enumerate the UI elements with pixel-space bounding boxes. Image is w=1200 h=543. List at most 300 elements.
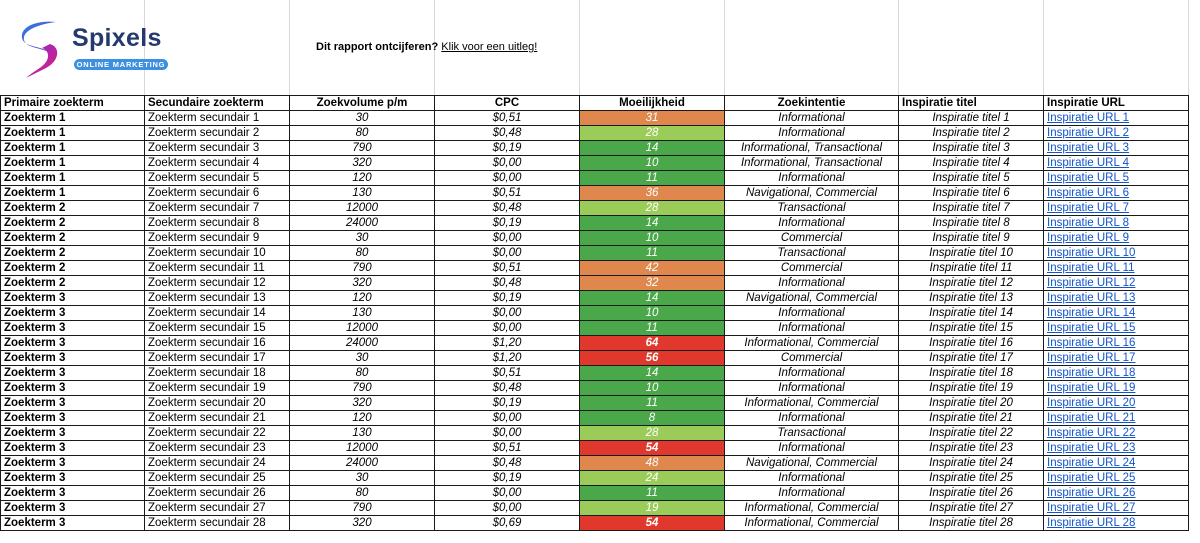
primary-keyword-cell[interactable]: Zoekterm 3 <box>1 336 145 351</box>
secondary-keyword-cell[interactable]: Zoekterm secundair 20 <box>145 396 290 411</box>
col-header-url[interactable]: Inspiratie URL <box>1044 96 1189 111</box>
primary-keyword-cell[interactable]: Zoekterm 3 <box>1 351 145 366</box>
cpc-cell[interactable]: $0,19 <box>435 396 580 411</box>
cpc-cell[interactable]: $0,00 <box>435 501 580 516</box>
inspiration-url-link[interactable]: Inspiratie URL 21 <box>1047 412 1136 424</box>
cpc-cell[interactable]: $1,20 <box>435 336 580 351</box>
cpc-cell[interactable]: $0,51 <box>435 186 580 201</box>
primary-keyword-cell[interactable]: Zoekterm 3 <box>1 456 145 471</box>
inspiration-url-cell[interactable] <box>1044 351 1189 366</box>
search-volume-cell[interactable]: 320 <box>290 276 435 291</box>
search-intent-cell[interactable]: Informational <box>725 411 899 426</box>
difficulty-cell[interactable]: 11 <box>580 171 725 186</box>
inspiration-title-cell[interactable]: Inspiratie titel 14 <box>899 306 1044 321</box>
difficulty-cell[interactable]: 54 <box>580 516 725 531</box>
cpc-cell[interactable]: $0,00 <box>435 231 580 246</box>
inspiration-title-cell[interactable]: Inspiratie titel 19 <box>899 381 1044 396</box>
primary-keyword-cell[interactable]: Zoekterm 3 <box>1 306 145 321</box>
inspiration-title-cell[interactable]: Inspiratie titel 18 <box>899 366 1044 381</box>
difficulty-cell[interactable]: 11 <box>580 246 725 261</box>
secondary-keyword-cell[interactable]: Zoekterm secundair 5 <box>145 171 290 186</box>
secondary-keyword-cell[interactable]: Zoekterm secundair 24 <box>145 456 290 471</box>
inspiration-url-link[interactable]: Inspiratie URL 18 <box>1047 367 1136 379</box>
primary-keyword-cell[interactable]: Zoekterm 3 <box>1 411 145 426</box>
cpc-cell[interactable]: $0,00 <box>435 156 580 171</box>
search-volume-cell[interactable]: 130 <box>290 186 435 201</box>
secondary-keyword-cell[interactable]: Zoekterm secundair 1 <box>145 111 290 126</box>
inspiration-title-cell[interactable]: Inspiratie titel 8 <box>899 216 1044 231</box>
inspiration-title-cell[interactable]: Inspiratie titel 6 <box>899 186 1044 201</box>
inspiration-title-cell[interactable]: Inspiratie titel 3 <box>899 141 1044 156</box>
primary-keyword-cell[interactable]: Zoekterm 2 <box>1 246 145 261</box>
table-row <box>1 441 1189 456</box>
search-volume-cell[interactable]: 80 <box>290 126 435 141</box>
inspiration-url-link[interactable]: Inspiratie URL 9 <box>1047 232 1130 244</box>
secondary-keyword-cell[interactable]: Zoekterm secundair 13 <box>145 291 290 306</box>
inspiration-url-cell[interactable] <box>1044 411 1189 426</box>
table-row <box>1 411 1189 426</box>
search-intent-cell[interactable]: Informational <box>725 321 899 336</box>
search-intent-cell[interactable]: Informational <box>725 216 899 231</box>
primary-keyword-cell[interactable]: Zoekterm 2 <box>1 216 145 231</box>
difficulty-cell[interactable]: 8 <box>580 411 725 426</box>
inspiration-url-cell[interactable] <box>1044 216 1189 231</box>
difficulty-cell[interactable]: 24 <box>580 471 725 486</box>
secondary-keyword-cell[interactable]: Zoekterm secundair 2 <box>145 126 290 141</box>
inspiration-url-link[interactable]: Inspiratie URL 28 <box>1047 517 1136 529</box>
inspiration-url-cell[interactable] <box>1044 426 1189 441</box>
inspiration-title-cell[interactable]: Inspiratie titel 4 <box>899 156 1044 171</box>
difficulty-cell[interactable]: 14 <box>580 366 725 381</box>
inspiration-url-link[interactable]: Inspiratie URL 24 <box>1047 457 1136 469</box>
difficulty-cell[interactable]: 28 <box>580 126 725 141</box>
primary-keyword-cell[interactable]: Zoekterm 3 <box>1 486 145 501</box>
table-row <box>1 126 1189 141</box>
inspiration-url-link[interactable]: Inspiratie URL 13 <box>1047 292 1136 304</box>
difficulty-cell[interactable]: 54 <box>580 441 725 456</box>
inspiration-url-cell[interactable] <box>1044 111 1189 126</box>
search-intent-cell[interactable]: Informational, Commercial <box>725 396 899 411</box>
inspiration-url-cell[interactable] <box>1044 471 1189 486</box>
inspiration-url-cell[interactable] <box>1044 321 1189 336</box>
inspiration-url-link[interactable]: Inspiratie URL 25 <box>1047 472 1136 484</box>
difficulty-cell[interactable]: 56 <box>580 351 725 366</box>
difficulty-cell[interactable]: 19 <box>580 501 725 516</box>
inspiration-url-cell[interactable] <box>1044 261 1189 276</box>
table-row <box>1 336 1189 351</box>
inspiration-url-link[interactable]: Inspiratie URL 14 <box>1047 307 1136 319</box>
inspiration-title-cell[interactable]: Inspiratie titel 1 <box>899 111 1044 126</box>
inspiration-title-cell[interactable]: Inspiratie titel 26 <box>899 486 1044 501</box>
report-intro <box>316 41 537 53</box>
inspiration-url-cell[interactable] <box>1044 516 1189 531</box>
search-intent-cell[interactable]: Transactional <box>725 201 899 216</box>
difficulty-cell[interactable]: 32 <box>580 276 725 291</box>
secondary-keyword-cell[interactable]: Zoekterm secundair 23 <box>145 441 290 456</box>
col-header-difficulty[interactable]: Moeilijkheid <box>580 96 725 111</box>
spixels-logo <box>16 18 176 78</box>
inspiration-url-cell[interactable] <box>1044 441 1189 456</box>
search-intent-cell[interactable]: Informational <box>725 171 899 186</box>
inspiration-title-cell[interactable]: Inspiratie titel 2 <box>899 126 1044 141</box>
search-volume-cell[interactable]: 30 <box>290 111 435 126</box>
table-row <box>1 231 1189 246</box>
cpc-cell[interactable]: $0,48 <box>435 456 580 471</box>
search-volume-cell[interactable]: 790 <box>290 501 435 516</box>
inspiration-url-link[interactable]: Inspiratie URL 20 <box>1047 397 1136 409</box>
search-volume-cell[interactable]: 790 <box>290 381 435 396</box>
search-volume-cell[interactable]: 24000 <box>290 216 435 231</box>
search-intent-cell[interactable]: Informational, Commercial <box>725 501 899 516</box>
secondary-keyword-cell[interactable]: Zoekterm secundair 3 <box>145 141 290 156</box>
inspiration-title-cell[interactable]: Inspiratie titel 22 <box>899 426 1044 441</box>
search-volume-cell[interactable]: 12000 <box>290 441 435 456</box>
cpc-cell[interactable]: $0,00 <box>435 411 580 426</box>
inspiration-url-cell[interactable] <box>1044 186 1189 201</box>
logo-name: Spixels <box>72 24 162 52</box>
cpc-cell[interactable]: $0,51 <box>435 111 580 126</box>
table-row <box>1 261 1189 276</box>
col-header-cpc[interactable]: CPC <box>435 96 580 111</box>
search-volume-cell[interactable]: 320 <box>290 156 435 171</box>
difficulty-cell[interactable]: 11 <box>580 486 725 501</box>
inspiration-url-cell[interactable] <box>1044 276 1189 291</box>
secondary-keyword-cell[interactable]: Zoekterm secundair 16 <box>145 336 290 351</box>
difficulty-cell[interactable]: 28 <box>580 426 725 441</box>
cpc-cell[interactable]: $0,69 <box>435 516 580 531</box>
inspiration-title-cell[interactable]: Inspiratie titel 20 <box>899 396 1044 411</box>
primary-keyword-cell[interactable]: Zoekterm 3 <box>1 321 145 336</box>
inspiration-title-cell[interactable]: Inspiratie titel 9 <box>899 231 1044 246</box>
secondary-keyword-cell[interactable]: Zoekterm secundair 11 <box>145 261 290 276</box>
inspiration-url-cell[interactable] <box>1044 486 1189 501</box>
table-row <box>1 366 1189 381</box>
secondary-keyword-cell[interactable]: Zoekterm secundair 8 <box>145 216 290 231</box>
table-row <box>1 381 1189 396</box>
primary-keyword-cell[interactable]: Zoekterm 3 <box>1 501 145 516</box>
search-volume-cell[interactable]: 80 <box>290 246 435 261</box>
inspiration-title-cell[interactable]: Inspiratie titel 12 <box>899 276 1044 291</box>
search-intent-cell[interactable]: Informational <box>725 306 899 321</box>
primary-keyword-cell[interactable]: Zoekterm 3 <box>1 426 145 441</box>
secondary-keyword-cell[interactable]: Zoekterm secundair 19 <box>145 381 290 396</box>
secondary-keyword-cell[interactable]: Zoekterm secundair 17 <box>145 351 290 366</box>
table-row <box>1 291 1189 306</box>
secondary-keyword-cell[interactable]: Zoekterm secundair 9 <box>145 231 290 246</box>
gridline <box>724 0 725 95</box>
difficulty-cell[interactable]: 14 <box>580 216 725 231</box>
search-intent-cell[interactable]: Informational <box>725 276 899 291</box>
inspiration-title-cell[interactable]: Inspiratie titel 5 <box>899 171 1044 186</box>
search-intent-cell[interactable]: Informational, Transactional <box>725 141 899 156</box>
difficulty-cell[interactable]: 11 <box>580 321 725 336</box>
primary-keyword-cell[interactable]: Zoekterm 3 <box>1 291 145 306</box>
cpc-cell[interactable]: $0,00 <box>435 306 580 321</box>
inspiration-url-cell[interactable] <box>1044 366 1189 381</box>
table-row <box>1 351 1189 366</box>
inspiration-title-cell[interactable]: Inspiratie titel 15 <box>899 321 1044 336</box>
secondary-keyword-cell[interactable]: Zoekterm secundair 18 <box>145 366 290 381</box>
primary-keyword-cell[interactable]: Zoekterm 1 <box>1 111 145 126</box>
search-volume-cell[interactable]: 80 <box>290 486 435 501</box>
primary-keyword-cell[interactable]: Zoekterm 3 <box>1 381 145 396</box>
search-volume-cell[interactable]: 24000 <box>290 456 435 471</box>
inspiration-url-link[interactable]: Inspiratie URL 16 <box>1047 337 1136 349</box>
primary-keyword-cell[interactable]: Zoekterm 2 <box>1 261 145 276</box>
gridline <box>898 0 899 95</box>
inspiration-url-link[interactable]: Inspiratie URL 1 <box>1047 112 1130 124</box>
table-row <box>1 216 1189 231</box>
secondary-keyword-cell[interactable]: Zoekterm secundair 15 <box>145 321 290 336</box>
inspiration-url-link[interactable]: Inspiratie URL 27 <box>1047 502 1136 514</box>
secondary-keyword-cell[interactable]: Zoekterm secundair 26 <box>145 486 290 501</box>
primary-keyword-cell[interactable]: Zoekterm 1 <box>1 156 145 171</box>
search-volume-cell[interactable]: 30 <box>290 471 435 486</box>
difficulty-cell[interactable]: 10 <box>580 381 725 396</box>
secondary-keyword-cell[interactable]: Zoekterm secundair 28 <box>145 516 290 531</box>
secondary-keyword-cell[interactable]: Zoekterm secundair 14 <box>145 306 290 321</box>
difficulty-cell[interactable]: 14 <box>580 291 725 306</box>
inspiration-url-link[interactable]: Inspiratie URL 2 <box>1047 127 1130 139</box>
search-volume-cell[interactable]: 130 <box>290 306 435 321</box>
inspiration-url-link[interactable]: Inspiratie URL 10 <box>1047 247 1136 259</box>
cpc-cell[interactable]: $0,51 <box>435 366 580 381</box>
primary-keyword-cell[interactable]: Zoekterm 3 <box>1 366 145 381</box>
inspiration-url-cell[interactable] <box>1044 171 1189 186</box>
primary-keyword-cell[interactable]: Zoekterm 1 <box>1 141 145 156</box>
search-intent-cell[interactable]: Navigational, Commercial <box>725 456 899 471</box>
difficulty-cell[interactable]: 10 <box>580 156 725 171</box>
inspiration-title-cell[interactable]: Inspiratie titel 13 <box>899 291 1044 306</box>
inspiration-url-link[interactable]: Inspiratie URL 4 <box>1047 157 1130 169</box>
inspiration-url-cell[interactable] <box>1044 291 1189 306</box>
table-row <box>1 276 1189 291</box>
search-volume-cell[interactable]: 80 <box>290 366 435 381</box>
table-row <box>1 486 1189 501</box>
difficulty-cell[interactable]: 64 <box>580 336 725 351</box>
search-volume-cell[interactable]: 790 <box>290 141 435 156</box>
secondary-keyword-cell[interactable]: Zoekterm secundair 4 <box>145 156 290 171</box>
col-header-secondary[interactable]: Secundaire zoekterm <box>145 96 290 111</box>
search-intent-cell[interactable]: Informational, Commercial <box>725 336 899 351</box>
secondary-keyword-cell[interactable]: Zoekterm secundair 7 <box>145 201 290 216</box>
secondary-keyword-cell[interactable]: Zoekterm secundair 10 <box>145 246 290 261</box>
inspiration-url-cell[interactable] <box>1044 381 1189 396</box>
inspiration-title-cell[interactable]: Inspiratie titel 10 <box>899 246 1044 261</box>
secondary-keyword-cell[interactable]: Zoekterm secundair 22 <box>145 426 290 441</box>
search-volume-cell[interactable]: 120 <box>290 411 435 426</box>
search-intent-cell[interactable]: Commercial <box>725 351 899 366</box>
difficulty-cell[interactable]: 48 <box>580 456 725 471</box>
search-volume-cell[interactable]: 320 <box>290 516 435 531</box>
inspiration-url-cell[interactable] <box>1044 306 1189 321</box>
primary-keyword-cell[interactable]: Zoekterm 1 <box>1 171 145 186</box>
search-volume-cell[interactable]: 12000 <box>290 321 435 336</box>
col-header-intent[interactable]: Zoekintentie <box>725 96 899 111</box>
difficulty-cell[interactable]: 11 <box>580 396 725 411</box>
inspiration-url-cell[interactable] <box>1044 156 1189 171</box>
primary-keyword-cell[interactable]: Zoekterm 1 <box>1 126 145 141</box>
cpc-cell[interactable]: $0,19 <box>435 291 580 306</box>
inspiration-title-cell[interactable]: Inspiratie titel 25 <box>899 471 1044 486</box>
cpc-cell[interactable]: $0,00 <box>435 246 580 261</box>
search-intent-cell[interactable]: Informational <box>725 366 899 381</box>
search-intent-cell[interactable]: Informational <box>725 111 899 126</box>
search-intent-cell[interactable]: Informational <box>725 441 899 456</box>
search-volume-cell[interactable]: 790 <box>290 261 435 276</box>
secondary-keyword-cell[interactable]: Zoekterm secundair 12 <box>145 276 290 291</box>
inspiration-url-link[interactable]: Inspiratie URL 7 <box>1047 202 1130 214</box>
inspiration-url-link[interactable]: Inspiratie URL 22 <box>1047 427 1136 439</box>
search-intent-cell[interactable]: Commercial <box>725 231 899 246</box>
cpc-cell[interactable]: $0,00 <box>435 171 580 186</box>
inspiration-url-cell[interactable] <box>1044 126 1189 141</box>
gridline <box>1043 0 1044 95</box>
secondary-keyword-cell[interactable]: Zoekterm secundair 27 <box>145 501 290 516</box>
inspiration-title-cell[interactable]: Inspiratie titel 27 <box>899 501 1044 516</box>
table-row <box>1 141 1189 156</box>
difficulty-cell[interactable]: 10 <box>580 231 725 246</box>
inspiration-url-cell[interactable] <box>1044 336 1189 351</box>
search-volume-cell[interactable]: 24000 <box>290 336 435 351</box>
search-intent-cell[interactable]: Informational <box>725 486 899 501</box>
search-intent-cell[interactable]: Navigational, Commercial <box>725 186 899 201</box>
cpc-cell[interactable]: $0,19 <box>435 141 580 156</box>
cpc-cell[interactable]: $0,51 <box>435 441 580 456</box>
table-row <box>1 426 1189 441</box>
inspiration-url-link[interactable]: Inspiratie URL 17 <box>1047 352 1136 364</box>
cpc-cell[interactable]: $0,00 <box>435 426 580 441</box>
search-intent-cell[interactable]: Informational, Transactional <box>725 156 899 171</box>
inspiration-title-cell[interactable]: Inspiratie titel 21 <box>899 411 1044 426</box>
primary-keyword-cell[interactable]: Zoekterm 2 <box>1 276 145 291</box>
inspiration-title-cell[interactable]: Inspiratie titel 7 <box>899 201 1044 216</box>
search-volume-cell[interactable]: 30 <box>290 351 435 366</box>
inspiration-url-link[interactable]: Inspiratie URL 19 <box>1047 382 1136 394</box>
inspiration-url-cell[interactable] <box>1044 501 1189 516</box>
inspiration-url-link[interactable]: Inspiratie URL 26 <box>1047 487 1136 499</box>
search-intent-cell[interactable]: Informational <box>725 381 899 396</box>
cpc-cell[interactable]: $0,00 <box>435 321 580 336</box>
inspiration-title-cell[interactable]: Inspiratie titel 11 <box>899 261 1044 276</box>
table-row <box>1 396 1189 411</box>
primary-keyword-cell[interactable]: Zoekterm 2 <box>1 231 145 246</box>
table-row <box>1 321 1189 336</box>
cpc-cell[interactable]: $0,48 <box>435 276 580 291</box>
search-intent-cell[interactable]: Transactional <box>725 426 899 441</box>
inspiration-url-link[interactable]: Inspiratie URL 3 <box>1047 142 1130 154</box>
search-intent-cell[interactable]: Informational <box>725 126 899 141</box>
search-intent-cell[interactable]: Navigational, Commercial <box>725 291 899 306</box>
col-header-volume[interactable]: Zoekvolume p/m <box>290 96 435 111</box>
search-intent-cell[interactable]: Transactional <box>725 246 899 261</box>
table-row <box>1 186 1189 201</box>
search-volume-cell[interactable]: 320 <box>290 396 435 411</box>
search-volume-cell[interactable]: 30 <box>290 231 435 246</box>
inspiration-url-cell[interactable] <box>1044 201 1189 216</box>
cpc-cell[interactable]: $0,19 <box>435 471 580 486</box>
inspiration-url-cell[interactable] <box>1044 231 1189 246</box>
table-row <box>1 156 1189 171</box>
difficulty-cell[interactable]: 42 <box>580 261 725 276</box>
table-row <box>1 201 1189 216</box>
secondary-keyword-cell[interactable]: Zoekterm secundair 21 <box>145 411 290 426</box>
gridline <box>579 0 580 95</box>
cpc-cell[interactable]: $0,51 <box>435 261 580 276</box>
search-intent-cell[interactable]: Informational, Commercial <box>725 516 899 531</box>
inspiration-url-cell[interactable] <box>1044 396 1189 411</box>
inspiration-title-cell[interactable]: Inspiratie titel 17 <box>899 351 1044 366</box>
search-volume-cell[interactable]: 120 <box>290 171 435 186</box>
explanation-link[interactable]: Klik voor een uitleg! <box>441 41 538 53</box>
inspiration-url-link[interactable]: Inspiratie URL 12 <box>1047 277 1136 289</box>
difficulty-cell[interactable]: 36 <box>580 186 725 201</box>
difficulty-cell[interactable]: 14 <box>580 141 725 156</box>
col-header-title[interactable]: Inspiratie titel <box>899 96 1044 111</box>
search-intent-cell[interactable]: Informational <box>725 471 899 486</box>
cpc-cell[interactable]: $0,00 <box>435 486 580 501</box>
primary-keyword-cell[interactable]: Zoekterm 1 <box>1 186 145 201</box>
primary-keyword-cell[interactable]: Zoekterm 3 <box>1 516 145 531</box>
primary-keyword-cell[interactable]: Zoekterm 2 <box>1 201 145 216</box>
inspiration-title-cell[interactable]: Inspiratie titel 24 <box>899 456 1044 471</box>
difficulty-cell[interactable]: 28 <box>580 201 725 216</box>
cpc-cell[interactable]: $0,48 <box>435 126 580 141</box>
intro-question: Dit rapport ontcijferen? <box>316 41 439 53</box>
inspiration-url-link[interactable]: Inspiratie URL 15 <box>1047 322 1136 334</box>
inspiration-url-cell[interactable] <box>1044 246 1189 261</box>
cpc-cell[interactable]: $1,20 <box>435 351 580 366</box>
inspiration-title-cell[interactable]: Inspiratie titel 16 <box>899 336 1044 351</box>
inspiration-url-link[interactable]: Inspiratie URL 11 <box>1047 262 1135 274</box>
inspiration-url-cell[interactable] <box>1044 141 1189 156</box>
table-row <box>1 111 1189 126</box>
difficulty-cell[interactable]: 10 <box>580 306 725 321</box>
table-row <box>1 171 1189 186</box>
inspiration-url-link[interactable]: Inspiratie URL 8 <box>1047 217 1130 229</box>
table-row <box>1 501 1189 516</box>
table-row <box>1 246 1189 261</box>
primary-keyword-cell[interactable]: Zoekterm 3 <box>1 471 145 486</box>
gridline <box>289 0 290 95</box>
search-intent-cell[interactable]: Commercial <box>725 261 899 276</box>
search-volume-cell[interactable]: 120 <box>290 291 435 306</box>
table-row <box>1 516 1189 531</box>
col-header-primary[interactable]: Primaire zoekterm <box>1 96 145 111</box>
cpc-cell[interactable]: $0,48 <box>435 381 580 396</box>
primary-keyword-cell[interactable]: Zoekterm 3 <box>1 441 145 456</box>
difficulty-cell[interactable]: 31 <box>580 111 725 126</box>
keyword-table <box>0 95 1189 531</box>
logo-tagline: ONLINE MARKETING <box>74 59 168 70</box>
secondary-keyword-cell[interactable]: Zoekterm secundair 25 <box>145 471 290 486</box>
inspiration-title-cell[interactable]: Inspiratie titel 23 <box>899 441 1044 456</box>
inspiration-title-cell[interactable]: Inspiratie titel 28 <box>899 516 1044 531</box>
primary-keyword-cell[interactable]: Zoekterm 3 <box>1 396 145 411</box>
spixels-s-icon <box>16 18 68 78</box>
secondary-keyword-cell[interactable]: Zoekterm secundair 6 <box>145 186 290 201</box>
search-volume-cell[interactable]: 12000 <box>290 201 435 216</box>
cpc-cell[interactable]: $0,48 <box>435 201 580 216</box>
header-row <box>1 96 1189 111</box>
cpc-cell[interactable]: $0,19 <box>435 216 580 231</box>
search-volume-cell[interactable]: 130 <box>290 426 435 441</box>
inspiration-url-link[interactable]: Inspiratie URL 23 <box>1047 442 1136 454</box>
gridline <box>1188 0 1189 95</box>
inspiration-url-link[interactable]: Inspiratie URL 6 <box>1047 187 1130 199</box>
inspiration-url-cell[interactable] <box>1044 456 1189 471</box>
inspiration-url-link[interactable]: Inspiratie URL 5 <box>1047 172 1130 184</box>
